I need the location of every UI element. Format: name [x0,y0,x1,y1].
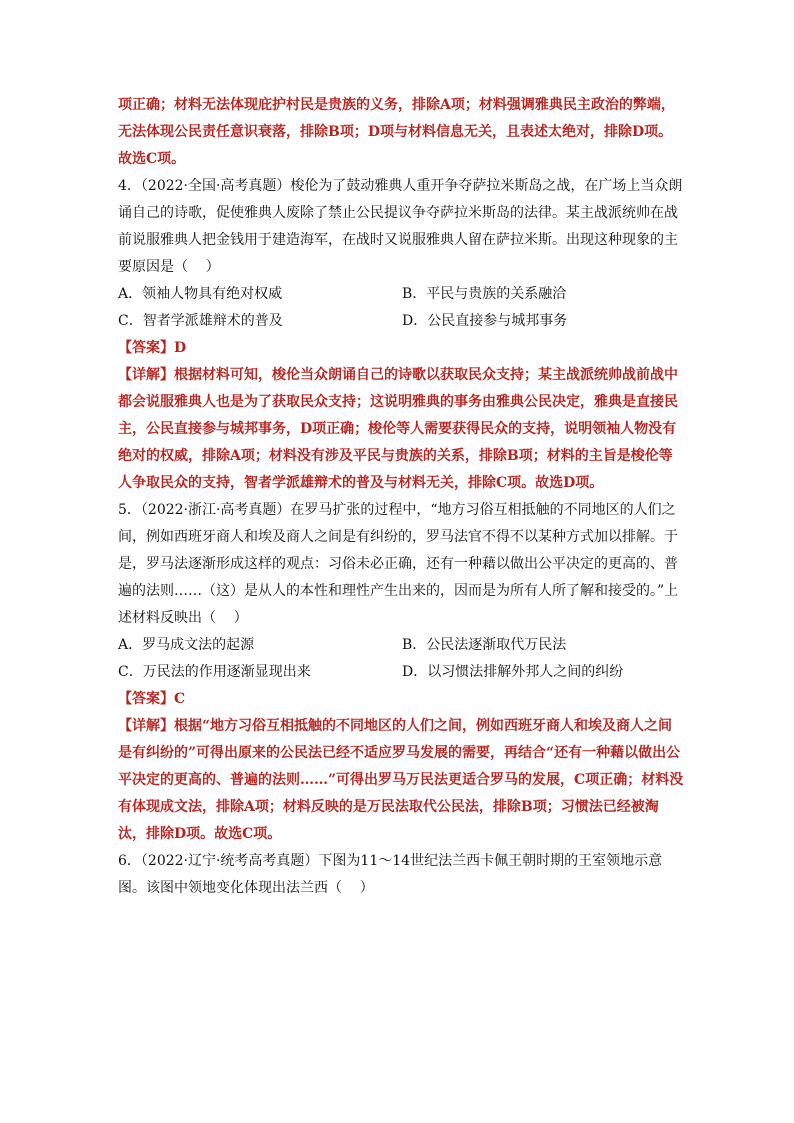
q4-option-b: B．平民与贵族的关系融洽 [402,286,567,302]
q5-option-b: B．公民法逐渐取代万民法 [402,637,567,653]
q4-explanation: 【详解】根据材料可知，梭伦当众朗诵自己的诗歌以获取民众支持；某主战派统帅战前战中都会说服雅典人也是为了获取民众支持；这说明雅典的事务由雅典公民决定，雅典是直接民主，公民直接参与城邦事务，D项正确；梭伦等人需要获得民众的支持，说明领袖人物没有绝对的权威，排除A项；材料没有涉及平民与贵族的关系，排除B项；材料的主旨是梭伦等人争取民众的支持，智者学派雄辩术的普及与材料无关，排除C项。故选D项。 [118,367,678,491]
document-body [118,92,686,902]
q5-answer: 【答案】C [118,691,186,707]
q4-option-c: C．智者学派雄辩术的普及 [118,313,283,329]
q6-stem: 6．（2022·辽宁·统考高考真题）下图为11～14世纪法兰西卡佩王朝时期的王室领地示意图。该图中领地变化体现出法兰西（ ） [118,853,663,896]
q4-option-d: D．公民直接参与城邦事务 [402,313,568,329]
q4-answer: 【答案】D [118,340,187,356]
q4-stem: 4．（2022·全国·高考真题）梭伦为了鼓动雅典人重开争夺萨拉米斯岛之战，在广场上当众朗诵自己的诗歌，促使雅典人废除了禁止公民提议争夺萨拉米斯岛的法律。某主战派统帅在战前说服雅典人把金钱用于建造海军，在战时又说服雅典人留在萨拉米斯。出现这种现象的主要原因是（ ） [118,178,683,275]
q4-options [118,281,686,335]
q5-option-a: A．罗马成文法的起源 [118,637,255,653]
q3-explanation-tail: 项正确；材料无法体现庇护村民是贵族的义务，排除A项；材料强调雅典民主政治的弊端，无法体现公民责任意识衰落，排除B项；D项与材料信息无关，且表述太绝对，排除D项。故选C项。 [118,97,675,167]
q5-explanation: 【详解】根据“地方习俗互相抵触的不同地区的人们之间，例如西班牙商人和埃及商人之间是有纠纷的”可得出原来的公民法已经不适应罗马发展的需要，再结合“还有一种藉以做出公平决定的更高的、普遍的法则……”可得出罗马万民法更适合罗马的发展，C项正确；材料没有体现成文法，排除A项；材料反映的是万民法取代公民法，排除B项；习惯法已经被淘汰，排除D项。故选C项。 [118,718,684,842]
q4-option-a: A．领袖人物具有绝对权威 [118,286,283,302]
q5-option-d: D．以习惯法排解外邦人之间的纠纷 [402,664,624,680]
q5-options [118,632,686,686]
q5-stem: 5．（2022·浙江·高考真题）在罗马扩张的过程中，“地方习俗互相抵触的不同地区的人们之间，例如西班牙商人和埃及商人之间是有纠纷的，罗马法官不得不以某种方式加以排解。于是，罗马法逐渐形成这样的观点：习俗未必正确，还有一种藉以做出公平决定的更高的、普遍的法则……（这）是从人的本性和理性产生出来的，因而是为所有人所了解和接受的。”上述材料反映出（ ） [118,502,679,626]
q5-option-c: C．万民法的作用逐渐显现出来 [118,664,311,680]
